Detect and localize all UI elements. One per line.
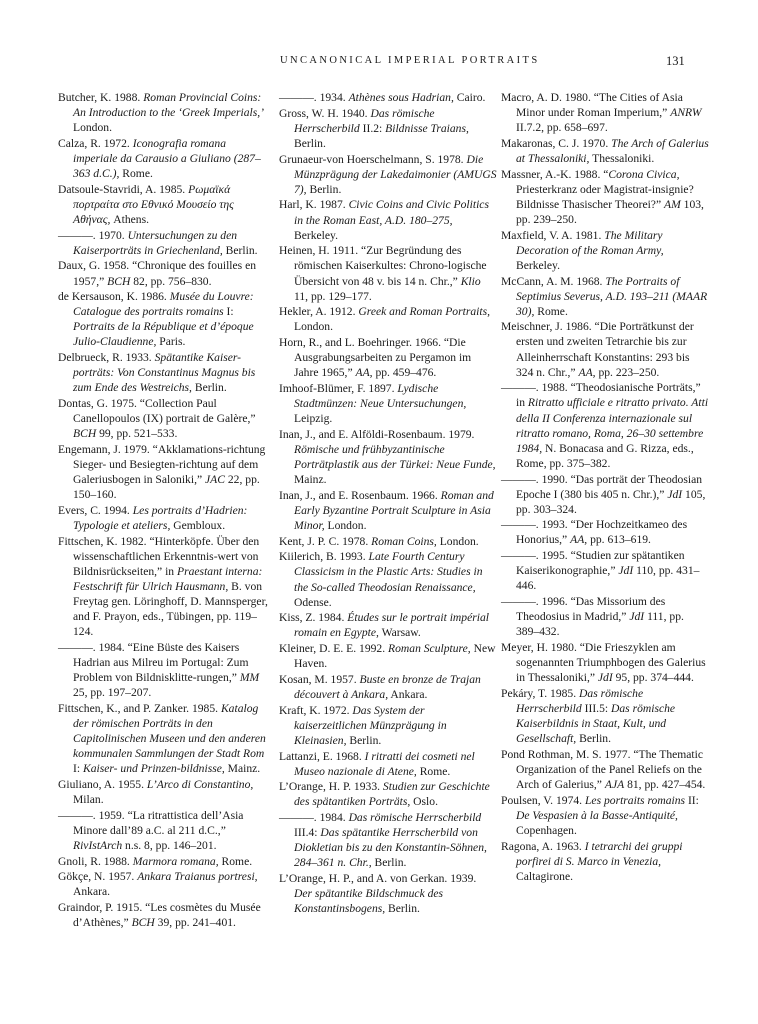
bibliography-entry — [501, 136, 709, 166]
entry-title: Praestant interna: Festschrift für Ulrich Hausmann, — [73, 564, 263, 593]
entry-text: Meischner, J. 1986. “Die Porträtkunst der ersten und zweiten Tetrarchie bis zur Alleinherrschaft Konstantins: 293 bis 324 n. Chr.,” — [501, 320, 694, 379]
bibliography-entry — [501, 686, 709, 746]
entry-title: BCH — [131, 916, 155, 930]
entry-text: 103, pp. 239–250. — [516, 197, 704, 226]
entry-title: Das römische Herrscherbild — [348, 811, 482, 825]
bibliography-entry — [501, 793, 709, 838]
entry-title: BCH — [107, 274, 131, 288]
entry-text: Heinen, H. 1911. “Zur Begründung des römischen Kaiserkultes: Chrono-logische Übersicht von 48 v. bis 14 n. Chr.,” — [279, 244, 487, 288]
entry-text: 111, pp. 389–432. — [516, 610, 684, 639]
entry-text: Mainz. — [294, 473, 327, 487]
entry-text: Milan. — [73, 793, 104, 807]
bibliography-entry — [58, 258, 273, 288]
entry-text: Daux, G. 1958. “Chronique des fouilles en 1957,” — [58, 259, 257, 288]
entry-title: I tetrarchi dei gruppi porfirei di S. Marco in Venezia, — [516, 839, 683, 868]
entry-title: JdI — [597, 671, 613, 685]
entry-text: 39, pp. 241–401. — [154, 916, 236, 930]
entry-text: Ragona, A. 1963. — [501, 839, 585, 853]
entry-title: Kaiser- und Prinzen-bildnisse, — [82, 762, 225, 776]
entry-title: AJA — [604, 777, 625, 791]
entry-title: Das römische Kaiserbildnis in Staat, Kult, und Gesellschaft, — [516, 701, 676, 746]
bibliography-entry — [279, 703, 497, 748]
entry-text: Graindor, P. 1915. “Les cosmètes du Musée d’Athènes,” — [58, 901, 261, 930]
entry-text: ———. 1959. “La ritrattistica dell’Asia Minore dall’89 a.C. al 211 d.C.,” — [58, 808, 244, 837]
entry-title: Bildnisse Traians, — [385, 121, 469, 135]
entry-title: MM — [239, 671, 260, 685]
bibliography-entry — [279, 549, 497, 609]
entry-text: Kraft, K. 1972. — [279, 703, 353, 717]
entry-text: 82, pp. 756–830. — [130, 274, 212, 288]
entry-title: AM — [664, 197, 681, 211]
bibliography-column-1 — [58, 90, 273, 931]
entry-text: Gross, W. H. 1940. — [279, 106, 371, 120]
bibliography-entry — [279, 304, 497, 334]
entry-title: Studien zur Geschichte des spätantiken Porträts, — [294, 780, 490, 809]
entry-text: Warsaw. — [378, 626, 421, 640]
entry-text: I: — [223, 305, 234, 319]
entry-text: London. — [73, 121, 112, 135]
entry-title: Das römische Herrscherbild — [294, 106, 435, 135]
entry-text: Lattanzi, E. 1968. — [279, 749, 365, 763]
entry-title: AA, — [355, 366, 373, 380]
entry-title: Roman Coins, — [371, 534, 437, 548]
entry-text: Hekler, A. 1912. — [279, 305, 359, 319]
entry-text: Berkeley. — [294, 228, 338, 242]
bibliography-entry — [501, 517, 709, 547]
bibliography-entry — [279, 106, 497, 151]
entry-text: Berlin. — [576, 732, 611, 746]
bibliography-entry — [279, 488, 497, 533]
entry-text: Cairo. — [453, 91, 486, 104]
bibliography-entry — [279, 641, 497, 671]
entry-title: Roman and Early Byzantine Portrait Sculpture in Asia Minor, — [294, 488, 494, 532]
entry-text: Datsoule-Stavridi, A. 1985. — [58, 182, 189, 196]
entry-title: Civic Coins and Civic Politics in the Roman East, A.D. 180–275, — [294, 198, 489, 227]
entry-text: II.7.2, pp. 658–697. — [516, 121, 608, 135]
bibliography-entry — [58, 289, 273, 349]
bibliography-entry — [279, 871, 497, 916]
entry-title: Les portraits romains — [584, 793, 686, 807]
entry-text: Mainz. — [224, 762, 261, 776]
bibliography-entry — [501, 747, 709, 792]
entry-text: 105, pp. 303–324. — [516, 487, 706, 516]
bibliography-entry — [279, 810, 497, 870]
entry-text: 81, pp. 427–454. — [624, 777, 706, 791]
entry-text: Leipzig. — [294, 412, 333, 426]
entry-text: B. von Freytag gen. Löringhoff, D. Mannsperger, and F. Prayon, eds., Tübingen, pp. 119–124. — [73, 579, 268, 639]
entry-title: Iconografia romana imperiale da Carausio a Giuliano (287–363 d.C.), — [73, 136, 261, 181]
entry-text: ———. 1993. “Der Hochzeitkameo des Honorius,” — [501, 518, 688, 547]
bibliography-entry — [58, 396, 273, 441]
entry-title: RivIstArch — [73, 838, 123, 852]
entry-text: Maxfield, V. A. 1981. — [501, 228, 605, 242]
entry-text: Berlin. — [371, 856, 407, 870]
entry-title: Les portraits d’Hadrien: Typologie et ateliers, — [73, 503, 248, 532]
entry-text: Kosan, M. 1957. — [279, 672, 360, 686]
entry-text: Odense. — [294, 595, 332, 609]
entry-text: McCann, A. M. 1968. — [501, 274, 606, 288]
entry-text: Berlin. — [385, 902, 420, 916]
entry-text: London. — [324, 518, 367, 532]
entry-title: I ritratti dei cosmeti nel Museo nazionale di Atene, — [294, 749, 475, 778]
entry-text: L’Orange, H. P. 1933. — [279, 780, 383, 794]
entry-title: Roman Provincial Coins: An Introduction to the ‘Greek Imperials,’ — [73, 91, 265, 120]
entry-text: Giuliano, A. 1955. — [58, 777, 147, 791]
bibliography-entry — [58, 701, 273, 776]
entry-text: Thessaloniki. — [589, 151, 655, 165]
entry-text: London. — [294, 320, 333, 334]
bibliography-entry — [501, 472, 709, 517]
entry-text: ———. 1988. “Theodosianische Porträts,” in — [501, 381, 701, 410]
bibliography-entry — [279, 243, 497, 303]
entry-text: L’Orange, H. P., and A. von Gerkan. 1939. — [279, 872, 477, 886]
bibliography-entry — [58, 808, 273, 853]
entry-text: Copenhagen. — [516, 823, 577, 837]
entry-text: Butcher, K. 1988. — [58, 91, 144, 104]
entry-title: AA, — [578, 365, 596, 379]
entry-text: 110, pp. 431–446. — [516, 564, 700, 593]
entry-text: I: — [73, 762, 83, 776]
entry-text: Dontas, G. 1975. “Collection Paul Canellopoulos (IX) portrait de Galère,” — [58, 397, 256, 426]
entry-text: Makaronas, C. J. 1970. — [501, 136, 612, 150]
bibliography-entry — [279, 749, 497, 779]
entry-text: 22, pp. 150–160. — [73, 473, 260, 502]
entry-text: 25, pp. 197–207. — [73, 686, 152, 700]
bibliography-entry — [501, 594, 709, 639]
entry-title: Athènes sous Hadrian, — [348, 91, 454, 104]
entry-text: Berlin. — [306, 182, 342, 196]
bibliography-entry — [501, 167, 709, 227]
entry-text: Pond Rothman, M. S. 1977. “The Thematic Organization of the Panel Reliefs on the Arch of Galerius,” — [501, 747, 704, 791]
entry-title: ANRW — [670, 106, 702, 120]
entry-text: 11, pp. 129–177. — [294, 289, 372, 303]
entry-text: ———. 1984. — [279, 811, 349, 825]
entry-text: Athens. — [110, 212, 150, 226]
bibliography-entry — [279, 152, 497, 197]
entry-text: Evers, C. 1994. — [58, 503, 133, 517]
entry-text: pp. 223–250. — [595, 365, 660, 379]
entry-text: Berlin. — [222, 243, 258, 257]
entry-title: BCH — [73, 427, 97, 441]
entry-text: ———. 1990. “Das porträt der Theodosian Epoche I (380 bis 405 n. Chr.),” — [501, 472, 703, 501]
bibliography-entry — [501, 380, 709, 471]
entry-text: Gökçe, N. 1957. — [58, 870, 138, 884]
entry-title: JdI — [618, 564, 634, 578]
bibliography-entry — [501, 319, 709, 379]
entry-text: Caltagirone. — [516, 869, 573, 883]
entry-title: The Portraits of Septimius Severus, A.D. 193–211 (MAAR 30), — [516, 274, 708, 318]
entry-text: Massner, A.-K. 1988. “ — [501, 167, 609, 181]
entry-text: III.4: — [294, 826, 321, 840]
entry-text: Berlin. — [346, 733, 382, 747]
entry-title: Ritratto ufficiale e ritratto privato. Atti della II Conferenza internazionale sul ritratto romano, Roma, 26–30 settembre 1984, — [516, 396, 709, 455]
bibliography-entry — [279, 427, 497, 487]
entry-text: Gembloux. — [170, 518, 226, 532]
entry-title: JdI — [667, 487, 683, 501]
entry-text: II: — [685, 793, 699, 807]
entry-text: London. — [436, 534, 479, 548]
entry-text: Delbrueck, R. 1933. — [58, 351, 155, 365]
entry-text: ———. 1970. — [58, 228, 128, 242]
running-head — [0, 55, 758, 71]
entry-text: Kent, J. P. C. 1978. — [279, 534, 372, 548]
running-title: UNCANONICAL IMPERIAL PORTRAITS — [280, 55, 540, 66]
entry-text: Macro, A. D. 1980. “The Cities of Asia Minor under Roman Imperium,” — [501, 91, 683, 120]
entry-title: De Vespasien à la Basse-Antiquité, — [516, 808, 678, 822]
entry-title: The Arch of Galerius at Thessaloniki, — [516, 136, 709, 165]
entry-text: Rome. — [218, 854, 253, 868]
entry-text: ———. 1995. “Studien zur spätantiken Kaiserikonographie,” — [501, 549, 685, 578]
entry-title: Das System der kaiserzeitlichen Münzprägung in Kleinasien, — [294, 703, 447, 747]
entry-title: JdI — [629, 610, 645, 624]
bibliography-entry — [58, 350, 273, 395]
entry-text: Berlin. — [294, 136, 326, 150]
entry-title: Greek and Roman Portraits, — [358, 305, 490, 319]
bibliography-entry — [501, 228, 709, 273]
bibliography-entry — [279, 197, 497, 242]
bibliography-entry — [58, 640, 273, 700]
entry-text: Oslo. — [410, 795, 438, 809]
bibliography-entry — [58, 136, 273, 181]
entry-text: Fittschen, K., and P. Zanker. 1985. — [58, 701, 221, 715]
entry-text: Harl, K. 1987. — [279, 198, 349, 212]
entry-text: II.2: — [359, 121, 386, 135]
entry-text: Kiss, Z. 1984. — [279, 611, 348, 625]
entry-title: Der spätantike Bildschmuck des Konstantinsbogens, — [294, 887, 444, 916]
entry-text: New Haven. — [294, 642, 496, 671]
entry-text: pp. 459–476. — [372, 366, 437, 380]
entry-text: de Kersauson, K. 1986. — [58, 290, 170, 304]
entry-title: Römische und frühbyzantinische Porträtplastik aus der Türkei: Neue Funde, — [294, 442, 496, 471]
bibliography-entry — [279, 534, 497, 549]
entry-title: AA, — [570, 533, 588, 547]
page-number: 131 — [666, 54, 685, 68]
entry-text: n.s. 8, pp. 146–201. — [122, 838, 217, 852]
entry-text: ———. 1934. — [279, 91, 349, 104]
entry-title: Klio — [460, 274, 481, 288]
entry-text: ———. 1984. “Eine Büste des Kaisers Hadrian aus Milreu im Portugal: Zum Problem von Bildnisklitte-rungen,” — [58, 640, 249, 685]
bibliography-entry — [58, 869, 273, 899]
entry-text: pp. 613–619. — [587, 533, 651, 547]
entry-text: Calza, R. 1972. — [58, 136, 133, 150]
bibliography-entry — [58, 90, 273, 135]
entry-text: 95, pp. 374–444. — [612, 671, 694, 685]
entry-text: 99, pp. 521–533. — [96, 427, 178, 441]
entry-text: Rome. — [416, 764, 451, 778]
entry-text: Gnoli, R. 1988. — [58, 854, 133, 868]
entry-text: Berkeley. — [516, 258, 560, 272]
bibliography-column-3 — [501, 90, 709, 884]
entry-title: Roman Sculpture, — [388, 642, 471, 656]
entry-title: Portraits de la République et d’époque Julio-Claudienne, — [73, 320, 254, 349]
entry-title: Katalog der römischen Porträts in den Capitolinischen Museen und den anderen kommunalen Sammlungen der Stadt Rom — [73, 701, 266, 761]
bibliography-entry — [58, 777, 273, 807]
bibliography-entry — [279, 335, 497, 380]
bibliography-entry — [279, 90, 497, 105]
bibliography-entry — [58, 854, 273, 869]
entry-title: The Military Decoration of the Roman Army, — [516, 228, 664, 257]
entry-text: Rome. — [119, 167, 153, 181]
entry-text: ———. 1996. “Das Missorium des Theodosius in Madrid,” — [501, 595, 666, 624]
bibliography-entry — [58, 900, 273, 930]
entry-title: Untersuchungen zu den Kaiserporträts in Griechenland, — [73, 228, 238, 257]
entry-text: Berlin. — [191, 381, 227, 395]
entry-title: Late Fourth Century Classicism in the Plastic Arts: Studies in the So-called Theodosian Renaissance, — [294, 550, 483, 594]
entry-title: Musée du Louvre: Catalogue des portraits romains — [73, 290, 254, 319]
bibliography-entry — [58, 182, 273, 227]
entry-title: Das spätantike Herrscherbild von Diokletian bis zu den Konstantin-Söhnen, 284–361 n. Chr., — [294, 826, 487, 870]
entry-text: Paris. — [156, 335, 186, 349]
bibliography-entry — [501, 640, 709, 685]
entry-title: JAC — [205, 473, 225, 487]
entry-text: Fittschen, K. 1982. “Hinterköpfe. Über den wissenschaftlichen Erkenntnis-wert von Bildnisrückseiten,” in — [58, 534, 260, 578]
entry-text: Poulsen, V. 1974. — [501, 793, 585, 807]
bibliography-entry — [501, 839, 709, 884]
entry-title: Marmora romana, — [132, 854, 219, 868]
entry-title: Spätantike Kaiser-porträts: Von Constantinus Magnus bis zum Ende des Westreichs, — [73, 351, 256, 395]
entry-text: Kiilerich, B. 1993. — [279, 550, 369, 564]
entry-text: Priesterkranz oder Magistrat-insignie? Bildnisse Thasischer Theorei?” — [516, 182, 694, 211]
entry-title: Lydische Stadtmünzen: Neue Untersuchungen, — [294, 381, 467, 411]
entry-text: Inan, J., and E. Rosenbaum. 1966. — [279, 488, 441, 502]
entry-text: Ankara. — [73, 885, 111, 899]
entry-text: Inan, J., and E. Alföldi-Rosenbaum. 1979. — [279, 427, 475, 441]
entry-text: Horn, R., and L. Boehringer. 1966. “Die Ausgrabungsarbeiten zu Pergamon im Jahre 1965,” — [279, 336, 472, 380]
entry-text: III.5: — [581, 701, 611, 715]
entry-title: Ankara Traianus portresi, — [137, 870, 258, 884]
bibliography-entry — [279, 672, 497, 702]
bibliography-entry — [58, 534, 273, 640]
entry-text: Pekáry, T. 1985. — [501, 686, 580, 700]
entry-title: Études sur le portrait impérial romain en Egypte, — [294, 611, 489, 640]
bibliography-entry — [501, 90, 709, 135]
entry-text: Meyer, H. 1980. “Die Frieszyklen am sogenannten Triumphbogen des Galerius in Thessaloniki,” — [501, 640, 706, 685]
entry-title: Ρωμαϊκά πορτραίτα στο Εθνικό Μουσείο της Αθήνας, — [73, 182, 234, 226]
bibliography-entry — [501, 274, 709, 319]
entry-title: Buste en bronze de Trajan découvert à Ankara, — [294, 672, 481, 701]
entry-text: Engemann, J. 1979. “Akklamations-richtung Sieger- und Besiegten-richtung auf dem Galeriusbogen in Saloniki,” — [58, 442, 266, 487]
entry-text: Kleiner, D. E. E. 1992. — [279, 642, 389, 656]
entry-text: N. Bonacasa and G. Rizza, eds., Rome, pp. 375–382. — [516, 441, 694, 470]
entry-text: Rome. — [534, 304, 568, 318]
bibliography-entry — [501, 548, 709, 593]
bibliography-entry — [279, 610, 497, 640]
entry-text: Imhoof-Blümer, F. 1897. — [279, 381, 398, 395]
entry-title: Das römische Herrscherbild — [516, 686, 644, 715]
entry-text: Grunaeur-von Hoerschelmann, S. 1978. — [279, 152, 467, 166]
bibliography-entry — [58, 503, 273, 533]
bibliography-entry — [279, 381, 497, 426]
bibliography-column-2 — [279, 90, 497, 917]
bibliography-entry — [58, 442, 273, 502]
entry-title: Corona Civica, — [608, 167, 680, 181]
entry-text: Ankara. — [388, 687, 428, 701]
entry-title: Die Münzprägung der Lakedaimonier (AMUGS 7), — [294, 152, 497, 196]
bibliography-entry — [279, 779, 497, 809]
entry-title: L’Arco di Constantino, — [146, 777, 254, 791]
bibliography-entry — [58, 228, 273, 258]
